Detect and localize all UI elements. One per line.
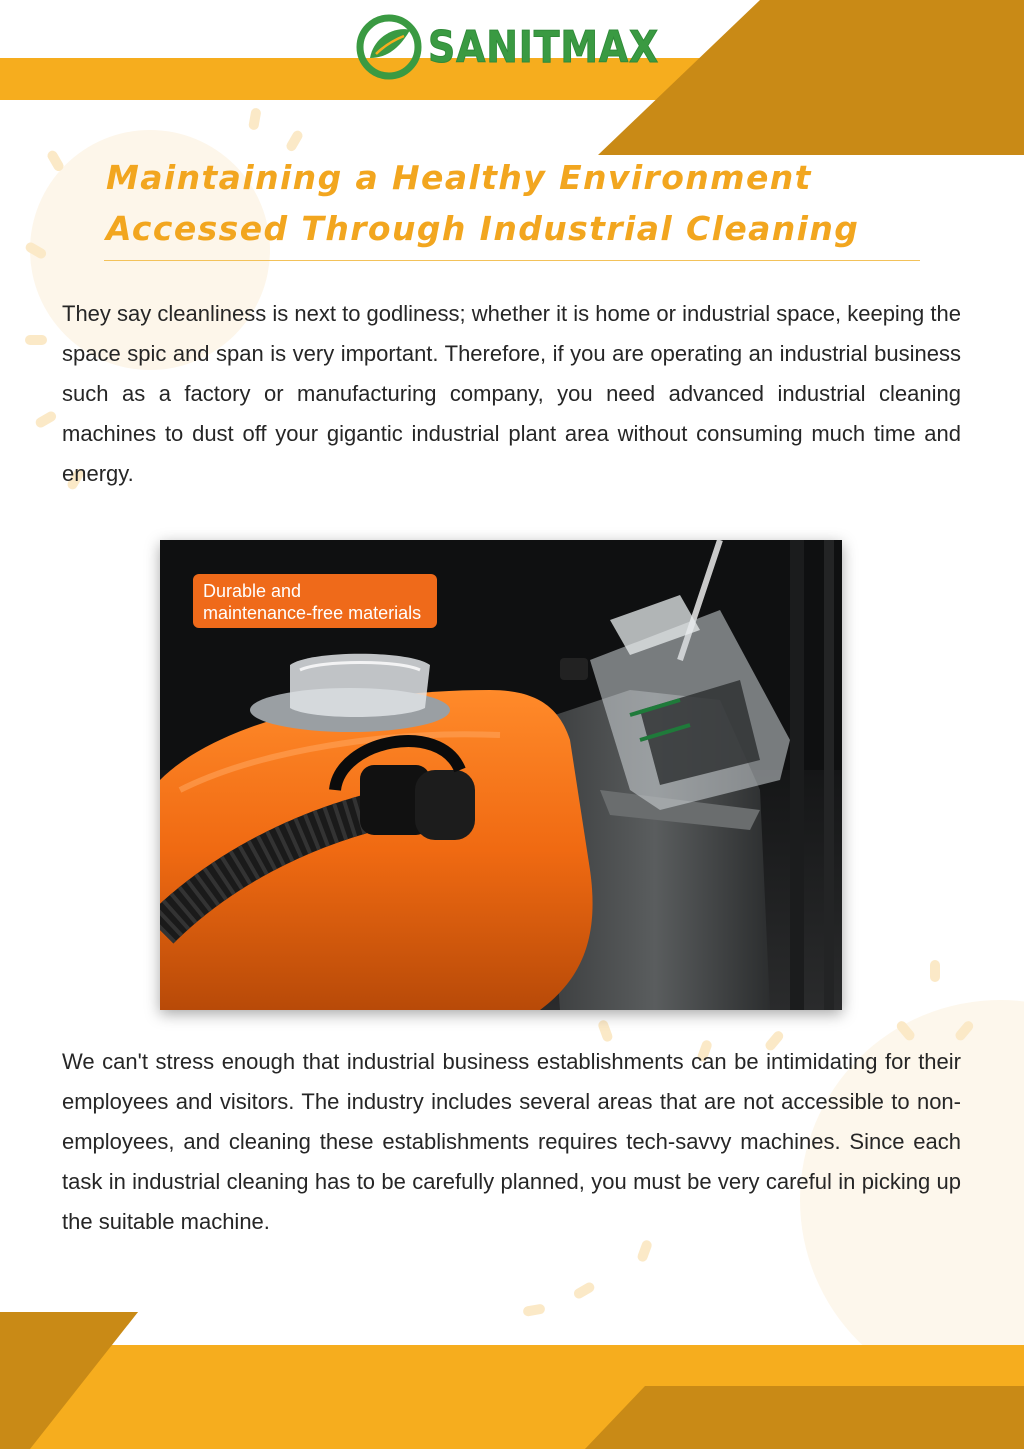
leaf-swirl-icon: [356, 14, 422, 80]
article-title: [106, 152, 926, 254]
title-line-2: Accessed Through Industrial Cleaning: [106, 209, 860, 248]
title-line-1: Maintaining a Healthy Environment: [106, 158, 812, 197]
paragraph-intro: They say cleanliness is next to godliness; whether it is home or industrial space, keeping the space spic and span is very important. Therefore, if you are operating an industrial business such as a factory or manufacturing company, you need advanced industrial cleaning machines to dust off your gigantic industrial plant area without consuming much time and energy.: [62, 301, 961, 486]
footer-band-dark: [585, 1386, 1024, 1449]
brand-name: SANITMAX: [428, 21, 660, 73]
photo-label-line-2: maintenance-free materials: [203, 603, 422, 623]
paragraph-body: We can't stress enough that industrial business establishments can be intimidating for their employees and visitors. The industry includes several areas that are not accessible to non-employees, and cleaning these establishments requires tech-savvy machines. Since each task in industrial cleaning has to be carefully planned, you must be very careful in picking up the suitable machine.: [62, 1049, 961, 1234]
title-divider: [104, 260, 920, 261]
product-photo: [160, 540, 842, 1010]
photo-label-line-1: Durable and: [203, 581, 302, 601]
photo-callout-label: [193, 574, 437, 628]
brand-logo: [356, 14, 697, 80]
